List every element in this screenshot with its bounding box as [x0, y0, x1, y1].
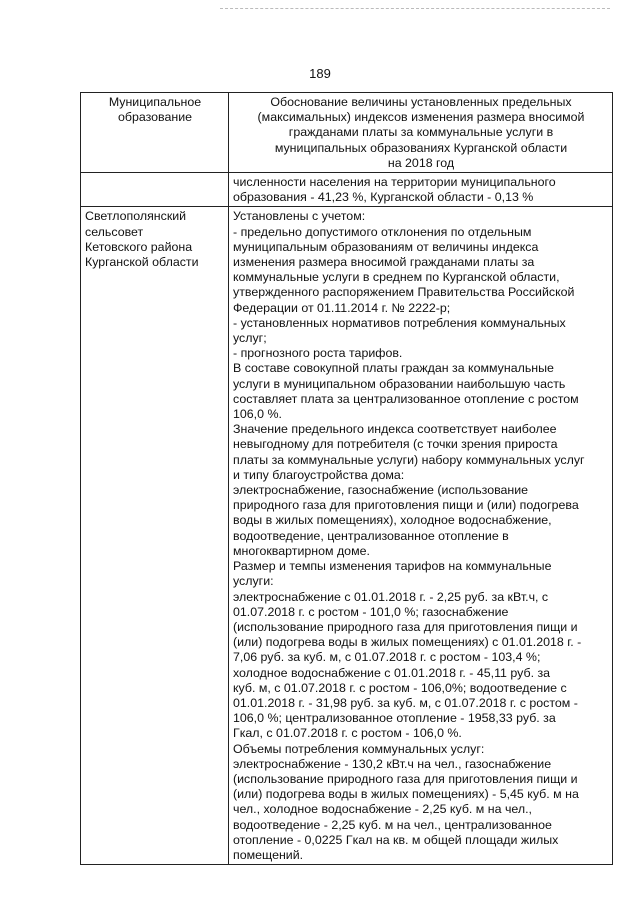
continuation-row — [81, 173, 613, 207]
text-line: холодное водоснабжение с 01.01.2018 г. - 45,11 руб. за — [233, 665, 551, 680]
text-line: Гкал, с 01.07.2018 г. с ростом - 106,0 %. — [233, 726, 462, 741]
text-line: (использование природного газа для приготовления пищи и — [233, 771, 578, 786]
text-line: Установлены с учетом: — [233, 209, 366, 224]
text-line: (или) подогрева воды в жилых помещениях) - 5,45 куб. м на — [233, 787, 579, 802]
text-line: воды в жилых помещениях), холодное водоснабжение, — [233, 513, 552, 528]
text-line: отопление - 0,0225 Гкал на кв. м общей площади жилых — [233, 832, 559, 847]
text-line: В составе совокупной платы граждан за коммунальные — [233, 361, 554, 376]
continuation-empty-cell — [81, 173, 229, 207]
text-line: составляет плата за централизованное отопление с ростом — [233, 391, 579, 406]
text-line: гражданами платы за коммунальные услуги в — [288, 125, 554, 140]
text-line: 106,0 %; централизованное отопление - 1958,33 руб. за — [233, 711, 556, 726]
header-justification-lines — [233, 95, 609, 171]
text-line: Курганской области — [85, 255, 199, 270]
text-line: муниципальным образованиям от величины индекса — [233, 239, 539, 254]
text-line: водоотведение - 2,25 куб. м на чел., централизованное — [233, 817, 552, 832]
text-line: Кетовского района — [85, 239, 193, 254]
text-line: - установленных нормативов потребления коммунальных — [233, 315, 566, 330]
text-line: образования - 41,23 %, Курганской области - 0,13 % — [233, 190, 534, 205]
text-line: услуги: — [233, 574, 274, 589]
text-line: (использование природного газа для приготовления пищи и — [233, 619, 578, 634]
text-line: электроснабжение с 01.01.2018 г. - 2,25 руб. за кВт.ч, с — [233, 589, 549, 604]
text-line: - предельно допустимого отклонения по отдельным — [233, 224, 532, 239]
text-line: невыгодному для потребителя (с точки зрения прироста — [233, 437, 558, 452]
tariff-justification-table — [80, 92, 613, 865]
text-line: сельсовет — [85, 224, 144, 239]
text-line: и типу благоустройства дома: — [233, 467, 405, 482]
municipality-cell — [81, 207, 229, 865]
text-line: изменения размера вносимой гражданами платы за — [233, 255, 535, 270]
justification-lines — [233, 209, 609, 863]
text-line: помещений. — [233, 847, 304, 862]
text-line: Федерации от 01.11.2014 г. № 2222-р; — [233, 300, 451, 315]
text-line: Муниципальное — [108, 95, 202, 109]
continuation-lines — [233, 175, 609, 205]
text-line: услуги в муниципальном образовании наибольшую часть — [233, 376, 566, 391]
text-line: численности населения на территории муниципального — [233, 175, 556, 190]
text-line: многоквартирном доме. — [233, 543, 370, 558]
header-justification — [229, 93, 613, 173]
text-line: Светлополянский — [85, 209, 187, 224]
continuation-text — [229, 173, 613, 207]
text-line: Объемы потребления коммунальных услуг: — [233, 741, 485, 756]
table-header-row — [81, 93, 613, 173]
text-line: - прогнозного роста тарифов. — [233, 346, 403, 361]
text-line: Размер и темпы изменения тарифов на коммунальные — [233, 559, 552, 574]
text-line: муниципальных образованиях Курганской области — [274, 140, 568, 155]
text-line: Обоснование величины установленных предельных — [270, 95, 572, 109]
table-row — [81, 207, 613, 865]
text-line: утвержденного распоряжением Правительства Российской — [233, 285, 575, 300]
header-municipality-lines — [85, 95, 225, 125]
text-line: платы за коммунальные услуги) набору коммунальных услуг — [233, 452, 585, 467]
text-line: электроснабжение - 130,2 кВт.ч на чел., газоснабжение — [233, 756, 552, 771]
text-line: куб. м, с 01.07.2018 г. с ростом - 106,0%; водоотведение с — [233, 680, 567, 695]
text-line: 7,06 руб. за куб. м, с 01.07.2018 г. с ростом - 103,4 %; — [233, 650, 541, 665]
text-line: чел., холодное водоснабжение - 2,25 куб. м на чел., — [233, 802, 532, 817]
page-number: 189 — [309, 66, 331, 81]
justification-cell — [229, 207, 613, 865]
text-line: образование — [117, 110, 193, 125]
text-line: на 2018 год — [387, 155, 455, 170]
header-municipality — [81, 93, 229, 173]
text-line: (или) подогрева воды в жилых помещениях) с 01.01.2018 г. - — [233, 635, 582, 650]
text-line: коммунальные услуги в среднем по Курганской области, — [233, 270, 560, 285]
text-line: 01.07.2018 г. с ростом - 101,0 %; газоснабжение — [233, 604, 509, 619]
text-line: 106,0 %. — [233, 407, 282, 422]
scan-top-artifact — [220, 8, 610, 9]
municipality-lines — [85, 209, 225, 270]
text-line: водоотведение, централизованное отопление в — [233, 528, 509, 543]
text-line: (максимальных) индексов изменения размера вносимой — [257, 110, 585, 125]
text-line: 01.01.2018 г. - 31,98 руб. за куб. м, с 01.07.2018 г. с ростом - — [233, 695, 578, 710]
text-line: Значение предельного индекса соответствует наиболее — [233, 422, 557, 437]
text-line: услуг; — [233, 331, 267, 346]
text-line: электроснабжение, газоснабжение (использование — [233, 483, 529, 498]
text-line: природного газа для приготовления пищи и (или) подогрева — [233, 498, 579, 513]
